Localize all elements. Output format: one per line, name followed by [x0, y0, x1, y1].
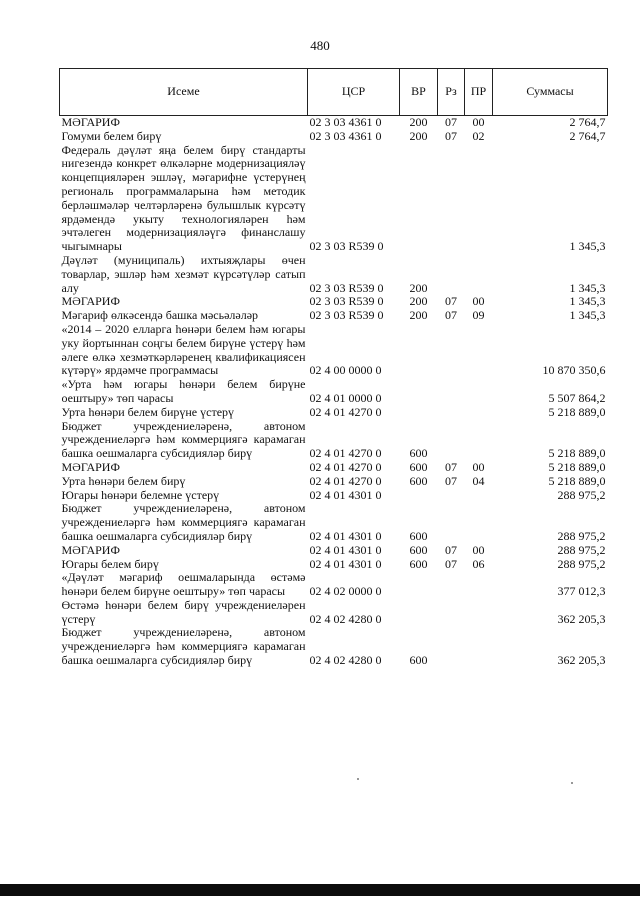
row-vr: 600 — [409, 446, 428, 461]
row-name: МӘГАРИФ — [61, 542, 120, 557]
row-rz — [438, 406, 465, 420]
row-vr: 600 — [409, 473, 428, 488]
row-csr: 02 4 02 4280 0 — [309, 653, 382, 668]
row-rz: 07 — [445, 542, 457, 557]
row-pr: 06 — [472, 556, 485, 571]
row-csr: 02 4 01 4270 0 — [309, 446, 382, 461]
row-rz — [438, 254, 465, 295]
row-rz: 07 — [445, 115, 457, 129]
row-name: «Урта һәм югары һөнәри белем бирүне оештыру» төп чарасы — [61, 377, 306, 405]
row-pr — [465, 502, 493, 543]
row-rz — [438, 599, 465, 627]
row-vr — [400, 323, 438, 378]
header-name: Исеме — [60, 69, 308, 116]
row-csr: 02 3 03 4361 0 — [309, 115, 382, 129]
row-pr: 00 — [472, 542, 485, 557]
row-sum: 362 205,3 — [557, 653, 606, 668]
row-name: Өстәмә һөнәри белем бирү учреждениеләрен үстерү — [61, 597, 306, 626]
row-rz — [438, 144, 465, 254]
row-vr — [400, 378, 438, 406]
header-sum: Суммасы — [493, 69, 608, 116]
table-row — [60, 295, 608, 309]
row-sum: 5 218 889,0 — [548, 446, 606, 461]
row-pr — [465, 626, 493, 667]
header-pr: ПР — [465, 69, 493, 116]
row-rz — [438, 378, 465, 406]
row-pr: 02 — [472, 128, 485, 143]
row-rz — [438, 323, 465, 378]
table-row — [60, 309, 608, 323]
scan-speck — [357, 778, 359, 780]
row-vr: 600 — [409, 653, 428, 668]
row-sum: 1 345,3 — [569, 308, 606, 323]
row-sum: 288 975,2 — [557, 528, 606, 543]
row-csr: 02 4 01 4301 0 — [309, 528, 382, 543]
row-sum: 2 764,7 — [569, 128, 606, 143]
row-pr — [465, 420, 493, 461]
table-row — [60, 489, 608, 503]
row-name: МӘГАРИФ — [61, 115, 120, 129]
table-row — [60, 420, 608, 461]
row-name: Дәүләт (муниципаль) ихтыяҗлары өчен товарлар, эшләр һәм хезмәт күрсәтүләр сатып алу — [61, 252, 306, 295]
row-csr: 02 3 03 4361 0 — [309, 128, 382, 143]
row-csr: 02 3 03 R539 0 — [309, 280, 384, 295]
table-row — [60, 502, 608, 543]
row-vr — [400, 571, 438, 599]
row-pr — [465, 571, 493, 599]
table-row — [60, 254, 608, 295]
row-sum: 362 205,3 — [557, 611, 606, 626]
row-pr: 00 — [472, 115, 485, 129]
row-csr: 02 3 03 R539 0 — [309, 294, 384, 309]
row-vr: 600 — [409, 542, 428, 557]
table-row — [60, 461, 608, 475]
header-rz: Рз — [438, 69, 465, 116]
row-rz — [438, 502, 465, 543]
row-rz — [438, 489, 465, 503]
row-name: Югары һөнәри белемне үстерү — [61, 487, 220, 502]
table-body — [60, 116, 608, 668]
row-csr: 02 3 03 R539 0 — [309, 308, 384, 323]
header-vr: ВР — [400, 69, 438, 116]
row-name: МӘГАРИФ — [61, 459, 120, 474]
row-pr — [465, 406, 493, 420]
row-pr: 09 — [472, 308, 485, 323]
table-row — [60, 116, 608, 130]
table-row — [60, 558, 608, 572]
row-sum: 288 975,2 — [557, 556, 606, 571]
row-vr — [400, 489, 438, 503]
table-row — [60, 323, 608, 378]
row-rz: 07 — [445, 128, 457, 143]
row-csr: 02 4 02 0000 0 — [309, 584, 382, 599]
row-sum: 288 975,2 — [557, 487, 606, 502]
row-pr — [465, 489, 493, 503]
row-pr: 00 — [472, 294, 485, 309]
row-csr: 02 4 01 4270 0 — [309, 473, 382, 488]
row-sum: 5 218 889,0 — [548, 404, 606, 419]
row-name: Мәгариф өлкәсендә башка мәсьәләләр — [61, 308, 259, 323]
row-vr — [400, 144, 438, 254]
row-rz — [438, 420, 465, 461]
row-name: МӘГАРИФ — [61, 294, 120, 309]
row-name: Федераль дәүләт яңа белем бирү стандарты нигезендә конкрет өлкәләрне модернизацияләү концепцияләрен эшләү, мәгарифне үстерүнең региональ программаларына һәм методик берләшмәләр челтәрләренә булышлык күрсәтү ярдәмендә укыту технологияләрен һәм эчтәлеген модернизацияләүгә финанслашу чыгымнары — [61, 142, 306, 254]
row-rz: 07 — [445, 473, 457, 488]
row-csr: 02 4 01 0000 0 — [309, 390, 382, 405]
page-number: 480 — [310, 38, 330, 53]
row-csr: 02 4 01 4301 0 — [309, 542, 382, 557]
row-vr: 200 — [409, 115, 428, 129]
row-sum: 2 764,7 — [569, 115, 606, 129]
row-vr: 600 — [409, 459, 428, 474]
row-rz: 07 — [445, 459, 457, 474]
row-name: Гомуми белем бирү — [61, 128, 162, 143]
row-sum: 5 507 864,2 — [548, 390, 606, 405]
row-sum: 10 870 350,6 — [542, 363, 606, 378]
table-row — [60, 130, 608, 144]
scan-speck — [571, 782, 573, 784]
table-row — [60, 626, 608, 667]
row-name: Бюджет учреждениеләренә, автоном учреждениеләргә һәм коммерциягә карамаган башка оешмаларга субсидияләр бирү — [61, 501, 306, 543]
scan-edge-bar — [0, 884, 640, 896]
row-rz: 07 — [445, 556, 457, 571]
table-header-row — [60, 69, 608, 116]
row-csr: 02 4 01 4270 0 — [309, 404, 382, 419]
row-csr: 02 4 00 0000 0 — [309, 363, 382, 378]
row-name: Бюджет учреждениеләренә, автоном учреждениеләргә һәм коммерциягә карамаган башка оешмаларга субсидияләр бирү — [61, 418, 306, 461]
row-vr — [400, 599, 438, 627]
header-csr: ЦСР — [308, 69, 400, 116]
row-sum: 1 345,3 — [569, 280, 606, 295]
row-vr — [400, 406, 438, 420]
row-pr — [465, 144, 493, 254]
row-name: «Дәүләт мәгариф оешмаларында өстәмә һөнәри белем бирүне оештыру» төп чарасы — [61, 570, 306, 599]
row-pr — [465, 254, 493, 295]
row-vr: 600 — [409, 556, 428, 571]
row-rz: 07 — [445, 308, 457, 323]
row-vr: 200 — [409, 294, 428, 309]
budget-table — [59, 68, 608, 668]
row-csr: 02 3 03 R539 0 — [309, 239, 384, 254]
row-csr: 02 4 01 4301 0 — [309, 556, 382, 571]
row-pr: 00 — [472, 459, 485, 474]
row-csr: 02 4 01 4270 0 — [309, 459, 382, 474]
row-pr — [465, 599, 493, 627]
table-row — [60, 406, 608, 420]
row-rz: 07 — [445, 294, 457, 309]
table-row — [60, 475, 608, 489]
row-vr: 600 — [409, 528, 428, 543]
table-row — [60, 571, 608, 599]
row-sum: 1 345,3 — [569, 294, 606, 309]
table-row — [60, 378, 608, 406]
table-row — [60, 599, 608, 627]
row-csr: 02 4 02 4280 0 — [309, 611, 382, 626]
row-pr: 04 — [472, 473, 485, 488]
row-rz — [438, 626, 465, 667]
row-name: «2014 – 2020 елларга һөнәри белем һәм югары уку йортыннан соңгы белем бирүне үстерү һәм әлеге өлкә хезмәткәрләренең квалификациясен күтәрү» ярдәмче программасы — [61, 321, 306, 378]
row-name: Урта һөнәри белем бирүне үстерү — [61, 404, 235, 419]
row-sum: 377 012,3 — [557, 584, 606, 599]
table-row — [60, 144, 608, 254]
row-vr: 200 — [409, 308, 428, 323]
row-sum: 5 218 889,0 — [548, 473, 606, 488]
row-vr: 200 — [409, 280, 428, 295]
row-sum: 1 345,3 — [569, 239, 606, 254]
row-sum: 5 218 889,0 — [548, 459, 606, 474]
row-pr — [465, 378, 493, 406]
row-rz — [438, 571, 465, 599]
row-sum: 288 975,2 — [557, 542, 606, 557]
row-name: Бюджет учреждениеләренә, автоном учреждениеләргә һәм коммерциягә карамаган башка оешмаларга субсидияләр бирү — [61, 625, 306, 668]
row-pr — [465, 323, 493, 378]
row-vr: 200 — [409, 128, 428, 143]
table-row — [60, 544, 608, 558]
row-name: Урта һөнәри белем бирү — [61, 473, 186, 488]
row-name: Югары белем бирү — [61, 556, 159, 571]
row-csr: 02 4 01 4301 0 — [309, 487, 382, 502]
